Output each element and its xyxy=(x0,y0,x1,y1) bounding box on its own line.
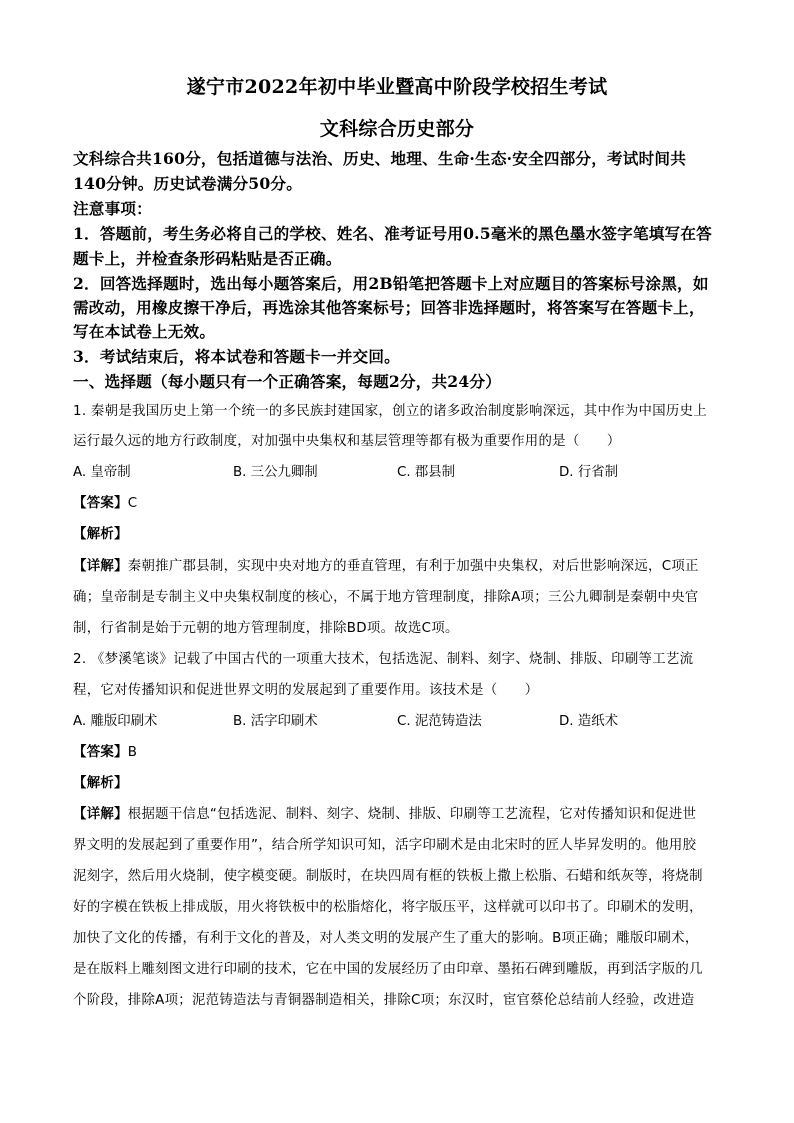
detail-text: 根据题干信息“包括选泥、制料、刻字、烧制、排版、印刷等工艺流程，它对传播知识和促进世 xyxy=(127,807,697,822)
question-2-detail: 加快了文化的传播，有利于文化的普及，对人类文明的发展产生了重大的影响。B项正确；雕版印刷术， xyxy=(73,931,699,946)
question-1-detail xyxy=(73,555,699,574)
question-2-detail: 界文明的发展起到了重要作用”，结合所学知识可知，活字印刷术是由北宋时的匠人毕昇发明的。他用胶 xyxy=(73,838,697,853)
question-1-option-b: B. 三公九卿制 xyxy=(233,465,318,480)
intro-line: 文科综合共160分，包括道德与法治、历史、地理、生命·生态·安全四部分，考试时间共 xyxy=(73,149,686,168)
notice-heading: 注意事项： xyxy=(73,199,152,218)
question-1-option-d: D. 行省制 xyxy=(559,465,618,480)
exam-title: 遂宁市2022年初中毕业暨高中阶段学校招生考试 xyxy=(186,76,608,98)
answer-value: C xyxy=(127,496,138,511)
detail-text: 秦朝推广郡县制，实现中央对地方的垂直管理，有利于加强中央集权，对后世影响深远，C项正 xyxy=(127,559,699,574)
question-2-detail: 泥刻字，然后用火烧制，使字模变硬。制版时，在块四周有框的铁板上撒上松脂、石蜡和纸灰等，将烧制 xyxy=(73,869,703,884)
question-2-option-b: B. 活字印刷术 xyxy=(233,714,318,729)
section-heading: 一、选择题（每小题只有一个正确答案，每题2分，共24分） xyxy=(73,372,501,391)
question-1-stem: 1. 秦朝是我国历史上第一个统一的多民族封建国家，创立的诸多政治制度影响深远，其中作为中国历史上 xyxy=(73,404,708,419)
question-2-option-c: C. 泥范铸造法 xyxy=(397,714,482,729)
question-2-detail xyxy=(73,803,696,822)
question-2-analysis-tag: 【解析】 xyxy=(73,776,128,791)
detail-tag: 【详解】 xyxy=(73,807,128,822)
question-2-answer xyxy=(73,741,137,760)
notice-line: 需改动，用橡皮擦干净后，再选涂其他答案标号；回答非选择题时，将答案写在答题卡上， xyxy=(73,298,705,317)
notice-line: 题卡上，并检查条形码粘贴是否正确。 xyxy=(73,249,342,268)
question-2-detail: 是在版料上雕刻图文进行印刷的技术，它在中国的发展经历了由印章、墨拓石碑到雕版，再到活字版的几 xyxy=(73,962,703,977)
intro-line: 140分钟。历史试卷满分50分。 xyxy=(73,174,302,193)
question-1-answer xyxy=(73,492,137,511)
question-1-detail: 制，行省制是始于元朝的地方管理制度，排除BD项。故选C项。 xyxy=(73,621,459,636)
question-1-option-c: C. 郡县制 xyxy=(397,465,456,480)
question-2-option-a: A. 雕版印刷术 xyxy=(73,714,158,729)
question-1-analysis-tag: 【解析】 xyxy=(73,527,128,542)
question-1-option-a: A. 皇帝制 xyxy=(73,465,131,480)
notice-line: 2．回答选择题时，选出每小题答案后，用2B铅笔把答题卡上对应题目的答案标号涂黑，如 xyxy=(73,274,709,293)
answer-value: B xyxy=(127,745,138,760)
question-2-option-d: D. 造纸术 xyxy=(559,714,618,729)
detail-tag: 【详解】 xyxy=(73,559,128,574)
question-2-stem: 2. 《梦溪笔谈》记载了中国古代的一项重大技术，包括选泥、制料、刻字、烧制、排版、印刷等工艺流 xyxy=(73,652,694,667)
question-1-stem: 运行最久远的地方行政制度，对加强中央集权和基层管理等都有极为重要作用的是（ ） xyxy=(73,434,621,449)
answer-tag: 【答案】 xyxy=(73,745,128,760)
exam-subtitle: 文科综合历史部分 xyxy=(319,118,475,140)
answer-tag: 【答案】 xyxy=(73,496,128,511)
notice-line: 1．答题前，考生务必将自己的学校、姓名、准考证号用0.5毫米的黑色墨水签字笔填写在答 xyxy=(73,224,712,243)
question-2-detail: 个阶段，排除A项；泥范铸造法与青铜器制造相关，排除C项；东汉时，宦官蔡伦总结前人经验，改进造 xyxy=(73,993,695,1008)
notice-line: 写在本试卷上无效。 xyxy=(73,322,216,341)
question-2-stem: 程，它对传播知识和促进世界文明的发展起到了重要作用。该技术是（ ） xyxy=(73,683,539,698)
question-2-detail: 好的字模在铁板上排成版，用火将铁板中的松脂熔化，将字版压平，这样就可以印书了。印刷术的发明， xyxy=(73,900,703,915)
question-1-detail: 确；皇帝制是专制主义中央集权制度的核心，不属于地方管理制度，排除A项；三公九卿制是秦朝中央官 xyxy=(73,590,699,605)
notice-line: 3．考试结束后，将本试卷和答题卡一并交回。 xyxy=(73,347,400,366)
